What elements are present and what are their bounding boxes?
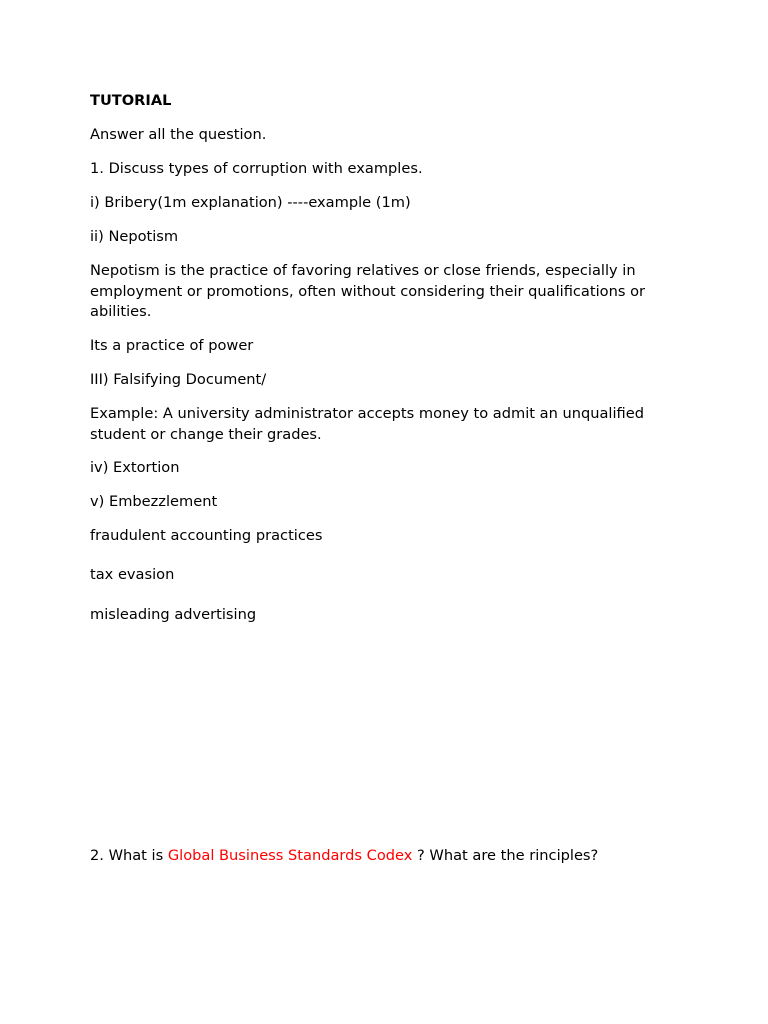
question-1-item: i) Bribery(1m explanation) ----example (1m) [90,194,411,211]
question-1-item: v) Embezzlement [90,493,218,510]
question-2-heading [90,846,680,867]
question-2-suffix: ? What are the rinciples? [412,847,599,864]
question-1-item: tax evasion [90,566,175,583]
question-1-item: Its a practice of power [90,337,254,354]
document-title: TUTORIAL [90,92,172,109]
question-1-paragraph: Nepotism is the practice of favoring relatives or close friends, especially in employment or promotions, often without considering their qualifications or abilities. [90,262,646,320]
instruction-text: Answer all the question. [90,126,267,143]
question-2-prefix: 2. What is [90,847,168,864]
question-1-item: misleading advertising [90,606,257,623]
question-1-item: III) Falsifying Document/ [90,371,267,388]
question-1-item: iv) Extortion [90,459,180,476]
question-1-heading: 1. Discuss types of corruption with examples. [90,160,423,177]
question-1-item: ii) Nepotism [90,228,179,245]
question-2-highlight: Global Business Standards Codex [167,847,413,864]
question-1-paragraph: Example: A university administrator accepts money to admit an unqualified student or change their grades. [90,405,644,443]
question-1-item: fraudulent accounting practices [90,527,323,544]
